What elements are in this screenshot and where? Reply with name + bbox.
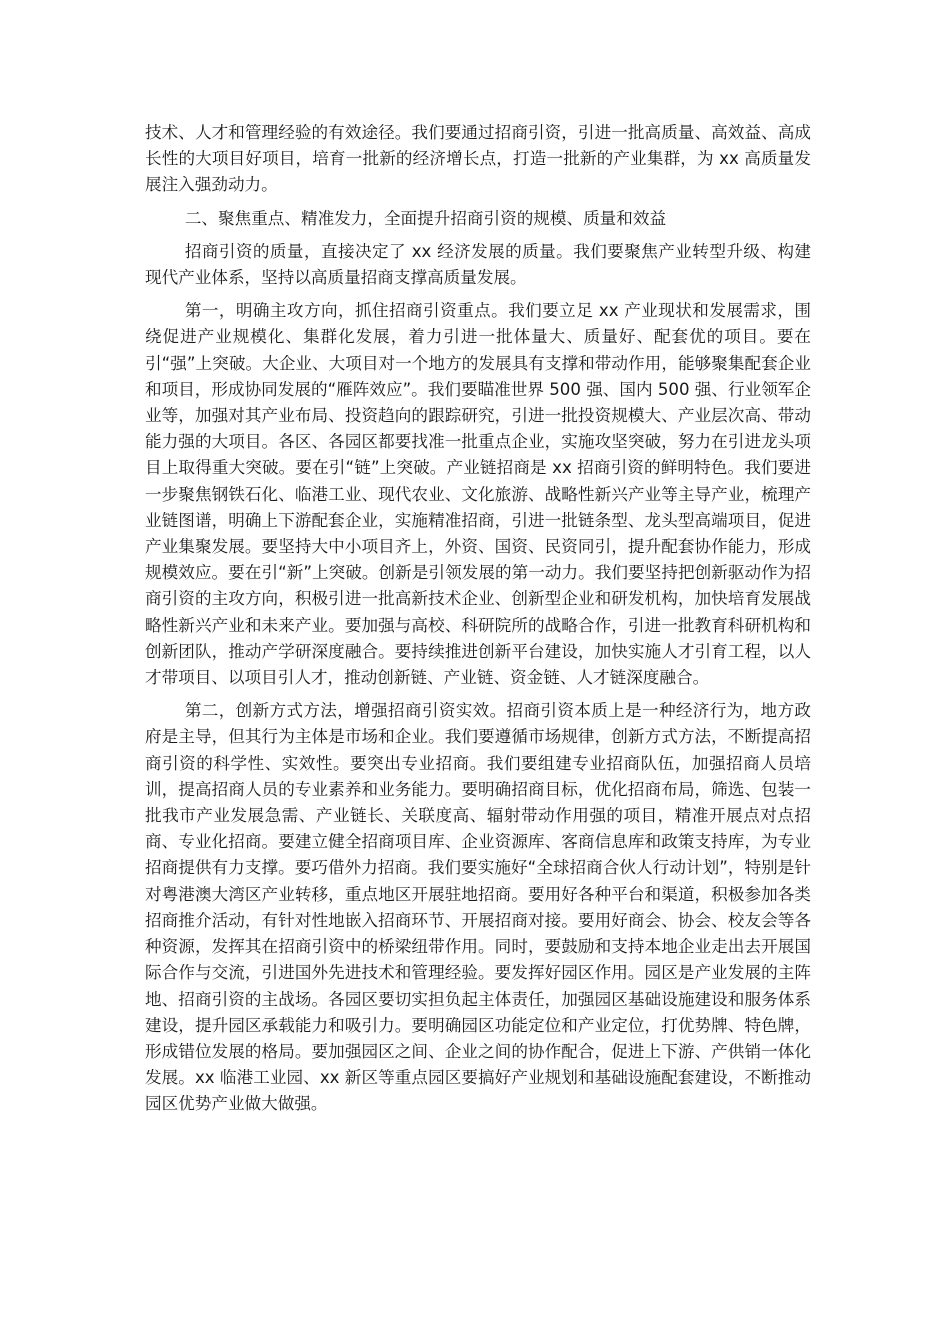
section-heading: 二、聚焦重点、精准发力，全面提升招商引资的规模、质量和效益 [184,208,667,228]
paragraph-continuation: 技术、人才和管理经验的有效途径。我们要通过招商引资，引进一批高质量、高效益、高成长性的大项目好项目，培育一批新的经济增长点，打造一批新的产业集群，为 xx 高质量发展注入强劲动力。 [145,123,811,195]
paragraph-first-point: 第一，明确主攻方向，抓住招商引资重点。我们要立足 xx 产业现状和发展需求，围绕促进产业规模化、集群化发展，着力引进一批体量大、质量好、配套优的项目。要在引“强”上突破。大企业、大项目对一个地方的发展具有支撑和带动作用，能够聚集配套企业和项目，形成协同发展的“雁阵效应”。我们要瞄准世界 500 强、国内 500 强、行业领军企业等，加强对其产业布局、投资趋向的跟踪研究，引进一批投资规模大、产业层次高、带动能力强的大项目。各区、各园区都要找准一批重点企业，实施攻坚突破，努力在引进龙头项目上取得重大突破。要在引“链”上突破。产业链招商是 xx 招商引资的鲜明特色。我们要进一步聚焦钢铁石化、临港工业、现代农业、文化旅游、战略性新兴产业等主导产业，梳理产业链图谱，明确上下游配套企业，实施精准招商，引进一批链条型、龙头型高端项目，促进产业集聚发展。要坚持大中小项目齐上，外资、国资、民资同引，提升配套协作能力，形成规模效应。要在引“新”上突破。创新是引领发展的第一动力。我们要坚持把创新驱动作为招商引资的主攻方向，积极引进一批高新技术企业、创新型企业和研发机构，加快培育发展战略性新兴产业和未来产业。要加强与高校、科研院所的战略合作，引进一批教育科研机构和创新团队，推动产学研深度融合。要持续推进创新平台建设，加快实施人才引育工程，以人才带项目、以项目引人才，推动创新链、产业链、资金链、人才链深度融合。 [145,301,811,688]
paragraph-intro: 招商引资的质量，直接决定了 xx 经济发展的质量。我们要聚焦产业转型升级、构建现代产业体系，坚持以高质量招商支撑高质量发展。 [145,241,811,288]
paragraph-second-point: 第二，创新方式方法，增强招商引资实效。招商引资本质上是一种经济行为，地方政府是主导，但其行为主体是市场和企业。我们要遵循市场规律，创新方式方法，不断提高招商引资的科学性、实效性。要突出专业招商。我们要组建专业招商队伍，加强招商人员培训，提高招商人员的专业素养和业务能力。要明确招商目标，优化招商布局，筛选、包装一批我市产业发展急需、产业链长、关联度高、辐射带动作用强的项目，精准开展点对点招商、专业化招商。要建立健全招商项目库、企业资源库、客商信息库和政策支持库，为专业招商提供有力支撑。要巧借外力招商。我们要实施好“全球招商合伙人行动计划”，特别是针对粤港澳大湾区产业转移，重点地区开展驻地招商。要用好各种平台和渠道，积极参加各类招商推介活动，有针对性地嵌入招商环节、开展招商对接。要用好商会、协会、校友会等各种资源，发挥其在招商引资中的桥梁纽带作用。同时，要鼓励和支持本地企业走出去开展国际合作与交流，引进国外先进技术和管理经验。要发挥好园区作用。园区是产业发展的主阵地、招商引资的主战场。各园区要切实担负起主体责任，加强园区基础设施建设和服务体系建设，提升园区承载能力和吸引力。要明确园区功能定位和产业定位，打优势牌、特色牌，形成错位发展的格局。要加强园区之间、企业之间的协作配合，促进上下游、产供销一体化发展。xx 临港工业园、xx 新区等重点园区要搞好产业规划和基础设施配套建设，不断推动园区优势产业做大做强。 [145,701,811,1114]
document-body [145,120,811,1125]
